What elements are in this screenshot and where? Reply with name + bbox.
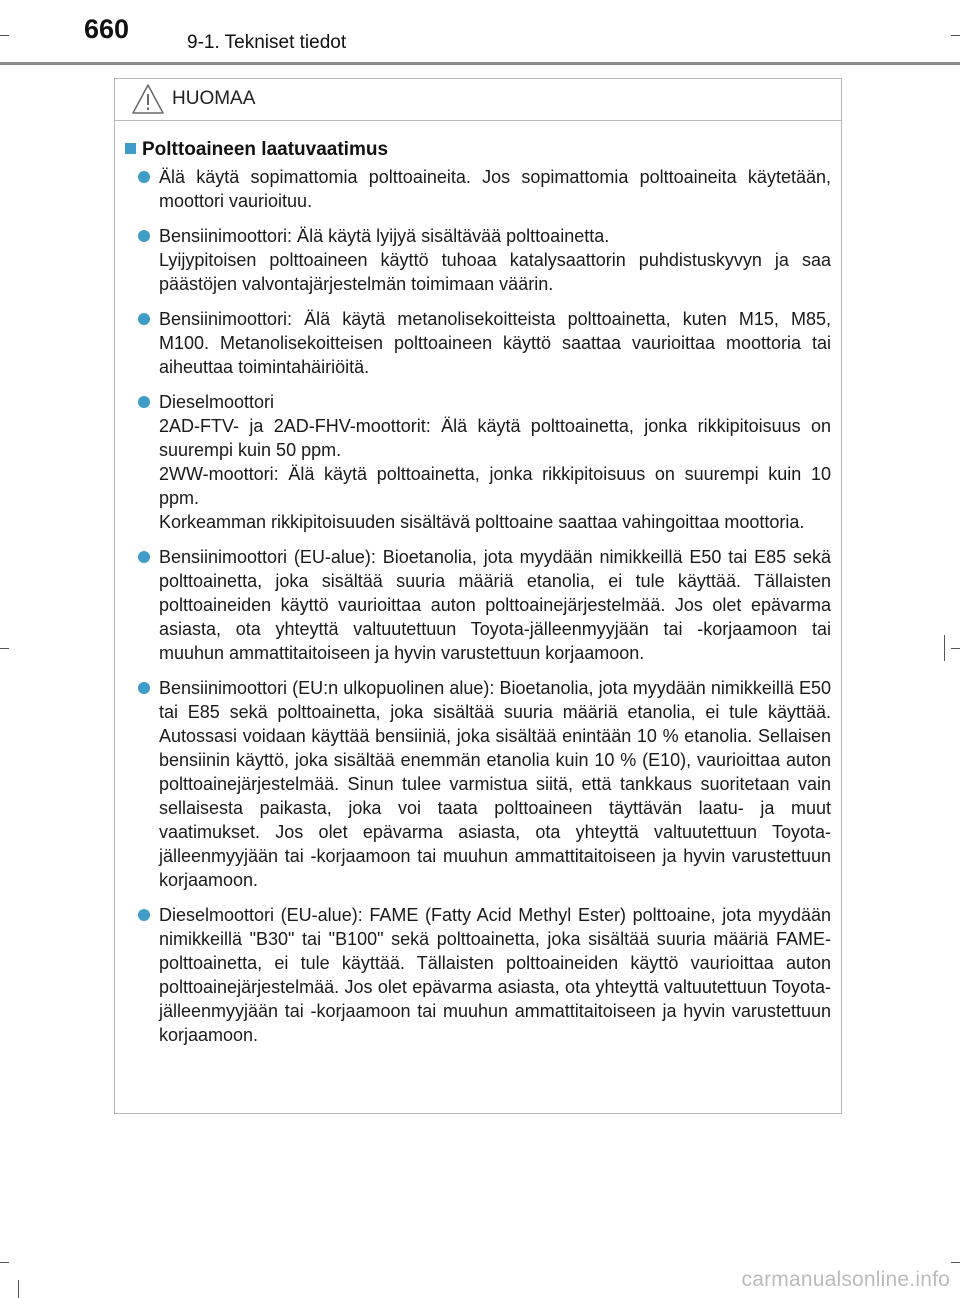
bullet-list	[125, 165, 831, 1058]
subheading-text: Polttoaineen laatuvaatimus	[142, 139, 389, 160]
list-item-text: 2WW-moottori: Älä käytä polttoainetta, jonka rikkipitoisuus on suurempi kuin 10 ppm.	[159, 464, 831, 508]
list-item-text: Bensiinimoottori (EU:n ulkopuolinen alue): Bioetanolia, jota myydään nimikkeillä E50 tai E85 sekä polttoainetta, joka sisältää suuria määriä etanolia, ei tule käyttää. Autossasi voidaan käyttää bensiiniä, joka sisältää enintään 10 % etanolia. Sellaisen bensiinin käyttö, joka sisältää enemmän etanolia kuin 10 % (E10), vaurioittaa auton polttoainejärjestelmää. Sinun tulee varmistua siitä, että tankkaus suoritetaan vain sellaisesta paikasta, joka voi taata polttoaineen täyttävän laatu- ja muut vaatimukset. Jos olet epävarma asiasta, ota yhteyttä valtuutettuun Toyota-jälleenmyyjään tai -korjaamoon tai muuhun ammattitaitoiseen ja hyvin varustettuun korjaamoon.	[159, 678, 831, 890]
bullet-dot-icon	[138, 909, 150, 921]
list-item-text: Dieselmoottori (EU-alue): FAME (Fatty Acid Methyl Ester) polttoaine, jota myydään nimikkeillä "B30" tai "B100" sekä polttoainetta, joka sisältää suuria määriä FAME-polttoainetta, ei tule käyttää. Tällaisten polttoaineiden käyttö vaurioittaa auton polttoainejärjestelmää. Jos olet epävarma asiasta, ota yhteyttä valtuutettuun Toyota-jälleenmyyjään tai -korjaamoon tai muuhun ammattitaitoiseen ja hyvin varustettuun korjaamoon.	[159, 905, 831, 1045]
list-item	[125, 390, 831, 534]
bullet-dot-icon	[138, 551, 150, 563]
header-rule	[0, 62, 960, 65]
subheading	[125, 139, 388, 161]
bullet-dot-icon	[138, 682, 150, 694]
list-item-text: Bensiinimoottori: Älä käytä metanolisekoitteista polttoainetta, kuten M15, M85, M100. Metanolisekoitteisen polttoaineen käyttö saattaa vaurioittaa moottoria tai aiheuttaa toimintahäiriöitä.	[159, 309, 831, 377]
list-item-text: Korkeamman rikkipitoisuuden sisältävä polttoaine saattaa vahingoittaa moottoria.	[159, 512, 805, 532]
crop-mark	[0, 648, 9, 649]
crop-mark	[951, 648, 960, 649]
notice-title: HUOMAA	[172, 88, 256, 109]
list-item-text: Dieselmoottori	[159, 392, 275, 412]
list-item-text: Bensiinimoottori: Älä käytä lyijyä sisältävää polttoainetta.	[159, 226, 610, 246]
list-item	[125, 903, 831, 1047]
crop-mark	[18, 1280, 19, 1298]
list-item	[125, 676, 831, 892]
crop-mark	[951, 1262, 960, 1263]
list-item	[125, 545, 831, 665]
list-item	[125, 224, 831, 296]
list-item-text: Älä käytä sopimattomia polttoaineita. Jos sopimattomia polttoaineita käytetään, moottori vaurioituu.	[159, 167, 831, 211]
notice-box	[114, 78, 842, 1114]
list-item-text: 2AD-FTV- ja 2AD-FHV-moottorit: Älä käytä polttoainetta, jonka rikkipitoisuus on suurempi kuin 50 ppm.	[159, 416, 831, 460]
bullet-dot-icon	[138, 313, 150, 325]
list-item	[125, 307, 831, 379]
section-title: 9-1. Tekniset tiedot	[187, 32, 347, 53]
crop-mark	[0, 1262, 9, 1263]
watermark: carmanualsonline.info	[741, 1268, 950, 1291]
list-item-text: Lyijypitoisen polttoaineen käyttö tuhoaa katalysaattorin puhdistuskyvyn ja saa päästöjen valvontajärjestelmän toimimaan väärin.	[159, 250, 831, 294]
notice-header	[115, 79, 841, 121]
square-bullet-icon	[125, 143, 136, 154]
list-item-text: Bensiinimoottori (EU-alue): Bioetanolia, jota myydään nimikkeillä E50 tai E85 sekä polttoainetta, joka sisältää suuria määriä etanolia, ei tule käyttää. Tällaisten polttoaineiden käyttö vaurioittaa auton polttoainejärjestelmää. Jos olet epävarma asiasta, ota yhteyttä valtuutettuun Toyota-jälleenmyyjään tai -korjaamoon tai muuhun ammattitaitoiseen ja hyvin varustettuun korjaamoon.	[159, 547, 831, 663]
bullet-dot-icon	[138, 230, 150, 242]
bullet-dot-icon	[138, 171, 150, 183]
list-item	[125, 165, 831, 213]
crop-mark	[944, 635, 945, 661]
warning-triangle-icon	[131, 83, 165, 115]
page-number: 660	[84, 14, 130, 44]
crop-mark	[951, 35, 960, 36]
crop-mark	[0, 35, 9, 36]
bullet-dot-icon	[138, 396, 150, 408]
